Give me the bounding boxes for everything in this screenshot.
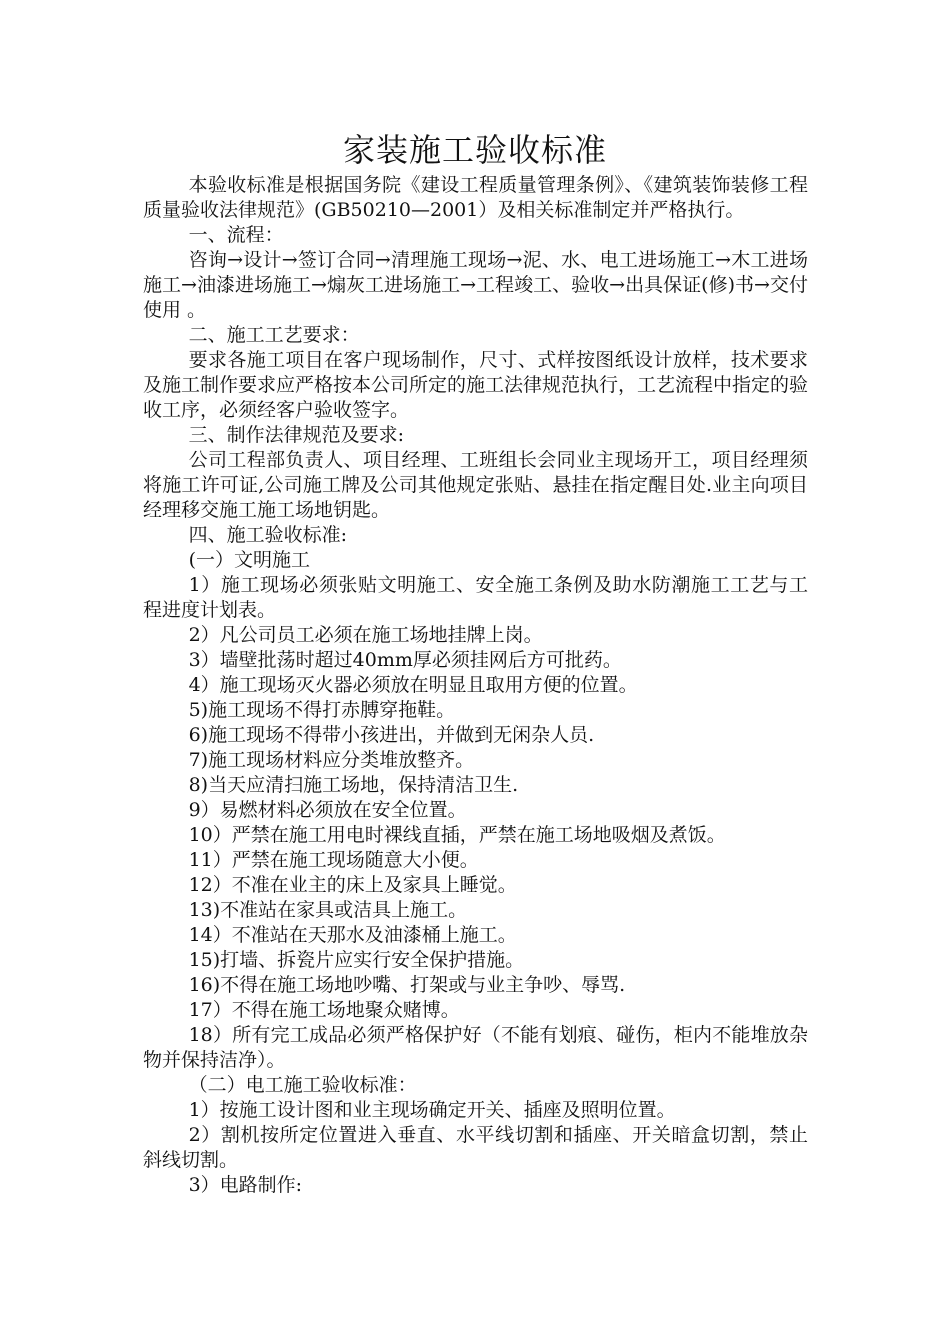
list-item: 1）施工现场必须张贴文明施工、安全施工条例及助水防潮施工工艺与工程进度计划表。 <box>143 574 808 621</box>
list-item: 5)施工现场不得打赤膊穿拖鞋。 <box>188 699 456 721</box>
intro-paragraph: 本验收标准是根据国务院《建设工程质量管理条例》、《建筑装饰装修工程质量验收法律规范》(GB50210—2001）及相关标准制定并严格执行。 <box>143 174 808 221</box>
subsection-heading-electrical: （二）电工施工验收标准： <box>188 1074 417 1096</box>
list-item: 8)当天应清扫施工场地，保持清洁卫生. <box>188 774 519 796</box>
document-title: 家装施工验收标准 <box>342 131 607 169</box>
craft-paragraph: 要求各施工项目在客户现场制作，尺寸、式样按图纸设计放样，技术要求及施工制作要求应严格按本公司所定的施工法律规范执行，工艺流程中指定的验收工序，必须经客户验收签字。 <box>143 349 809 421</box>
section-heading-craft: 二、施工工艺要求： <box>188 324 360 346</box>
list-item: 9）易燃材料必须放在安全位置。 <box>188 799 467 821</box>
list-item: 1）按施工设计图和业主现场确定开关、插座及照明位置。 <box>188 1099 676 1121</box>
list-item: 15)打墙、拆瓷片应实行安全保护措施。 <box>188 949 525 971</box>
list-item: 13)不准站在家具或洁具上施工。 <box>188 899 468 921</box>
list-item: 12）不准在业主的床上及家具上睡觉。 <box>188 874 517 896</box>
list-item: 2）凡公司员工必须在施工场地挂牌上岗。 <box>188 624 543 646</box>
document-body <box>143 173 808 1198</box>
section-heading-acceptance: 四、施工验收标准: <box>188 524 347 546</box>
list-item: 11）严禁在施工现场随意大小便。 <box>188 849 479 871</box>
list-item: 17）不得在施工场地聚众赌博。 <box>188 999 460 1021</box>
list-item: 10）严禁在施工用电时裸线直插，严禁在施工场地吸烟及煮饭。 <box>188 824 726 846</box>
rules-paragraph: 公司工程部负责人、项目经理、工班组长会同业主现场开工，项目经理须将施工许可证,公司施工牌及公司其他规定张贴、悬挂在指定醒目处.业主向项目经理移交施工施工场地钥匙。 <box>143 449 808 521</box>
section-heading-rules: 三、制作法律规范及要求: <box>188 424 404 446</box>
section-heading-process: 一、流程： <box>188 224 284 246</box>
list-item: 3）墙壁批荡时超过40mm厚必须挂网后方可批药。 <box>188 649 622 671</box>
list-item: 14）不准站在天那水及油漆桶上施工。 <box>188 924 517 946</box>
list-item: 6)施工现场不得带小孩进出，并做到无闲杂人员. <box>188 724 595 746</box>
list-item: 7)施工现场材料应分类堆放整齐。 <box>188 749 475 771</box>
list-item: 2）割机按所定位置进入垂直、水平线切割和插座、开关暗盒切割，禁止斜线切割。 <box>143 1124 808 1171</box>
subsection-heading-civilized: (一）文明施工 <box>188 549 311 571</box>
process-paragraph: 咨询→设计→签订合同→清理施工现场→泥、水、电工进场施工→木工进场施工→油漆进场施工→煽灰工进场施工→工程竣工、验收→出具保证(修)书→交付使用 。 <box>143 249 808 321</box>
list-item: 4）施工现场灭火器必须放在明显且取用方便的位置。 <box>188 674 638 696</box>
list-item: 18）所有完工成品必须严格保护好（不能有划痕、碰伤，柜内不能堆放杂物并保持洁净）。 <box>143 1024 808 1071</box>
list-item: 16)不得在施工场地吵嘴、打架或与业主争吵、辱骂. <box>188 974 626 996</box>
list-item: 3）电路制作: <box>188 1174 303 1196</box>
